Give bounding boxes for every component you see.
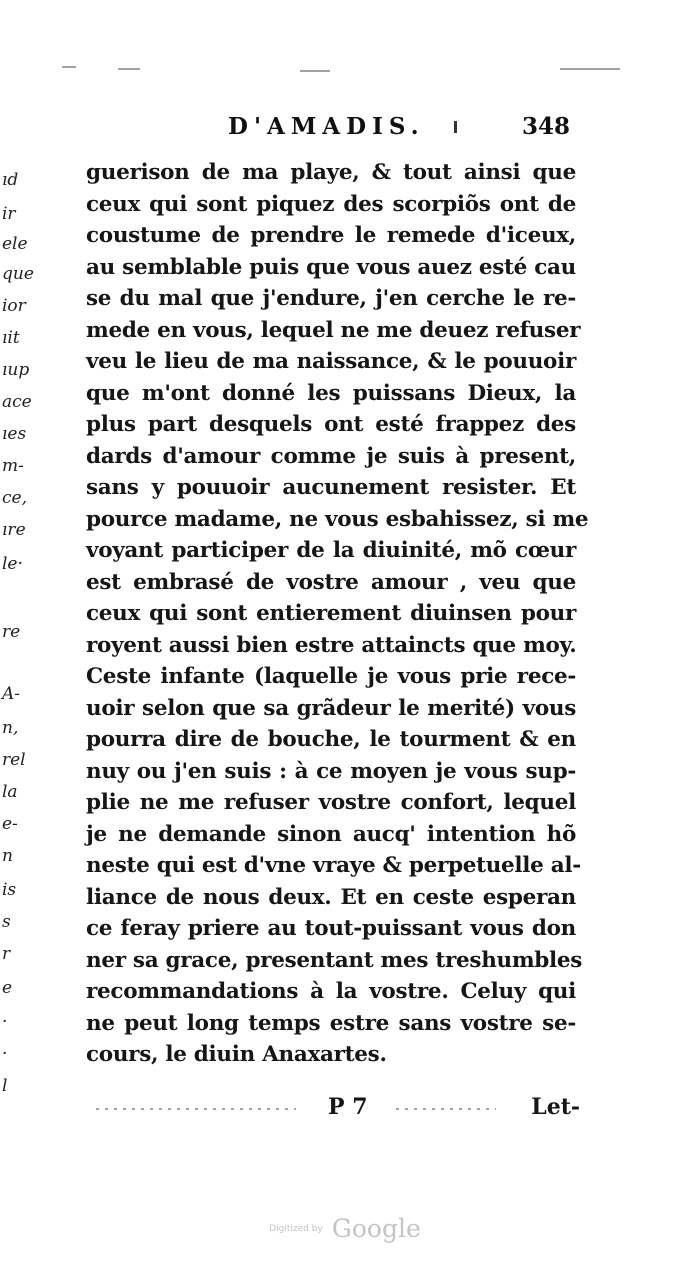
text-line: uoir selon que sa grãdeur le merité) vous <box>86 695 576 721</box>
scan-noise-line <box>300 70 330 72</box>
scan-noise-line <box>118 68 140 70</box>
margin-fragment: re <box>2 622 21 642</box>
text-line: Ceste infante (laquelle je vous prie rece- <box>86 664 576 689</box>
text-line: ceux qui sont piquez des scorpiõs ont de <box>86 191 576 217</box>
margin-fragment: le· <box>2 554 23 574</box>
margin-fragment: n <box>2 846 13 866</box>
text-line: dards d'amour comme je suis à present, <box>86 443 576 469</box>
text-line: se du mal que j'endure, j'en cerche le re- <box>86 286 576 311</box>
margin-fragment: is <box>2 880 17 900</box>
text-line: liance de nous deux. Et en ceste esperan <box>86 884 576 910</box>
page-number: 348 <box>521 113 570 140</box>
text-line: pource madame, ne vous esbahissez, si me <box>86 506 589 532</box>
margin-fragment: ıit <box>2 328 20 348</box>
margin-fragment: ıre <box>2 520 26 540</box>
text-line: plus part desquels ont esté frappez des <box>86 412 576 437</box>
body-text <box>86 157 589 1071</box>
margin-fragment: rel <box>2 750 26 770</box>
margin-fragment: l <box>2 1076 8 1096</box>
scan-noise-dots <box>96 1108 296 1110</box>
margin-fragment: ıes <box>2 424 27 444</box>
text-line: ne peut long temps estre sans vostre se- <box>86 1010 576 1036</box>
text-line: ceux qui sont entierement diuinsen pour <box>86 601 576 626</box>
margin-fragment: la <box>2 782 18 802</box>
scan-noise-line <box>560 68 620 70</box>
margin-fragment: e- <box>2 814 18 834</box>
text-line: recommandations à la vostre. Celuy qui <box>86 979 576 1004</box>
margin-fragment: ıd <box>2 170 19 190</box>
text-line: voyant participer de la diuinité, mõ cœur <box>86 538 576 563</box>
text-line: nuy ou j'en suis : à ce moyen je vous sup- <box>86 758 576 784</box>
text-line-final: cours, le diuin Anaxartes. <box>86 1042 387 1067</box>
margin-fragment: e <box>2 978 13 998</box>
text-line: plie ne me refuser vostre confort, lequel <box>86 790 576 815</box>
scan-noise-line <box>62 66 76 68</box>
text-line: neste qui est d'vne vraye & perpetuelle al- <box>86 853 581 878</box>
margin-fragment: ele <box>2 234 28 254</box>
text-line: pourra dire de bouche, le tourment & en <box>86 727 576 752</box>
text-line: mede en vous, lequel ne me deuez refuser <box>86 317 581 343</box>
text-line: au semblable puis que vous auez esté cau <box>86 254 576 280</box>
text-line: royent aussi bien estre attaincts que moy. <box>86 632 577 658</box>
running-head <box>228 113 578 145</box>
running-head-title: D'AMADIS. <box>228 113 425 140</box>
catchword: Let- <box>531 1094 580 1120</box>
text-line: guerison de ma playe, & tout ainsi que <box>86 160 576 185</box>
text-line: est embrasé de vostre amour , veu que <box>86 569 576 595</box>
margin-fragment: · <box>2 1012 8 1032</box>
text-line: je ne demande sinon aucq' intention hõ <box>86 821 576 847</box>
page-footer <box>96 1094 580 1126</box>
margin-fragment: A- <box>2 684 21 704</box>
text-line: ner sa grace, presentant mes treshumbles <box>86 947 583 973</box>
text-line: que m'ont donné les puissans Dieux, la <box>86 380 576 406</box>
margin-fragment: ce, <box>2 488 27 508</box>
signature-mark: P 7 <box>328 1094 368 1120</box>
scan-noise-dots <box>396 1108 496 1110</box>
margin-fragment: n, <box>2 718 19 738</box>
margin-fragment: ir <box>2 204 16 224</box>
margin-fragment: ace <box>2 392 32 412</box>
running-head-mark <box>454 121 457 133</box>
margin-fragment: r <box>2 944 11 964</box>
text-line: coustume de prendre le remede d'iceux, <box>86 223 576 248</box>
text-line: ce feray priere au tout-puissant vous don <box>86 916 576 941</box>
text-line: sans y pouuoir aucunement resister. Et <box>86 475 576 500</box>
margin-fragment: m- <box>2 456 24 476</box>
watermark-prefix: Digitized by <box>269 1223 323 1234</box>
digitization-watermark <box>0 1214 690 1243</box>
margin-fragment: que <box>2 264 34 284</box>
margin-fragment: ior <box>2 296 26 316</box>
margin-fragment: · <box>2 1044 8 1064</box>
text-line: veu le lieu de ma naissance, & le pouuoir <box>86 349 576 374</box>
margin-fragment: s <box>2 912 11 932</box>
google-logo: Google <box>331 1214 421 1243</box>
margin-fragment: ıup <box>2 360 30 380</box>
